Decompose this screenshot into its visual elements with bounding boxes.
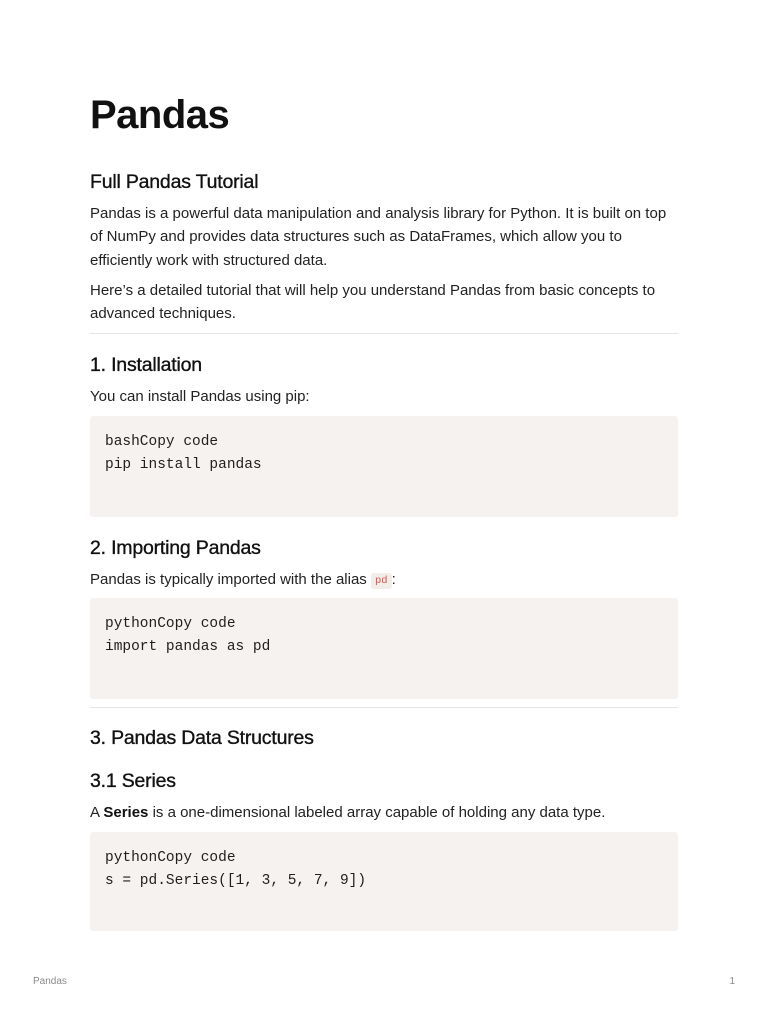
section-heading-series: 3.1 Series [90,770,176,792]
series-bold-term: Series [103,804,149,821]
intro-paragraph-1: Pandas is a powerful data manipulation and analysis library for Python. It is built on top of NumPy and provides data structures such as DataFrames, which allow you to efficiently work with structured data. [90,205,667,269]
section-heading-installation: 1. Installation [90,354,202,376]
series-text [90,801,678,824]
installation-text: You can install Pandas using pip: [90,388,310,405]
section-heading-data-structures: 3. Pandas Data Structures [90,727,314,749]
section-heading-importing: 2. Importing Pandas [90,537,261,559]
importing-text-before: Pandas is typically imported with the alias [90,571,371,588]
code-line: import pandas as pd [105,639,271,655]
page-title: Pandas [90,93,230,137]
importing-text-after: : [391,571,396,588]
divider [90,333,678,334]
code-block-installation [90,416,678,517]
code-block-importing [90,598,678,699]
importing-text [90,568,678,593]
code-line: pythonCopy code [105,850,236,866]
code-line: pythonCopy code [105,616,236,632]
series-text-after: is a one-dimensional labeled array capable of holding any data type. [148,804,606,821]
footer-document-name: Pandas [33,976,67,987]
code-line: bashCopy code [105,434,219,450]
footer-page-number: 1 [729,976,735,987]
intro-paragraph-2: Here’s a detailed tutorial that will help you understand Pandas from basic concepts to advanced techniques. [90,282,656,323]
divider [90,707,678,708]
inline-code-pd: pd [371,573,392,589]
code-line: pip install pandas [105,457,262,473]
series-text-before: A [90,804,104,821]
section-heading-intro: Full Pandas Tutorial [90,171,259,193]
code-block-series [90,832,678,931]
code-line: s = pd.Series([1, 3, 5, 7, 9]) [105,873,367,889]
